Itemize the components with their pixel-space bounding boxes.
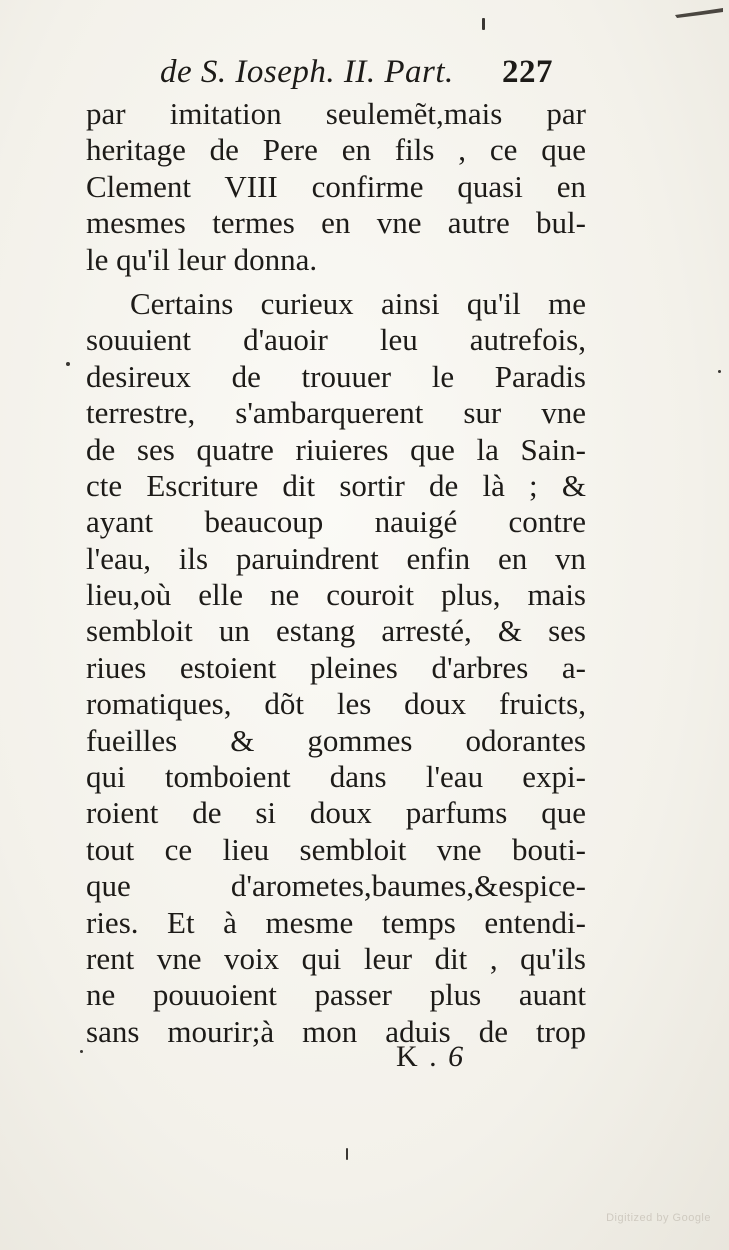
text-line: romatiques, dõt les doux fruicts, bbox=[86, 686, 586, 722]
text-line: mesmes termes en vne autre bul- bbox=[86, 205, 586, 241]
text-line: cte Escriture dit sortir de là ; & bbox=[86, 467, 586, 503]
text-line: tout ce lieu sembloit vne bouti- bbox=[86, 831, 586, 867]
text-line: que d'arometes,baumes,&espice- bbox=[86, 868, 586, 904]
text-line: heritage de Pere en fils , ce que bbox=[86, 132, 586, 168]
page-corner-mark bbox=[673, 6, 725, 20]
paragraph-gap bbox=[86, 278, 586, 286]
signature-number: 6 bbox=[448, 1040, 466, 1073]
ink-speck bbox=[482, 18, 485, 30]
ink-speck bbox=[718, 370, 721, 373]
text-line: desireux de trouuer le Paradis bbox=[86, 358, 586, 394]
text-line: par imitation seulemẽt,mais par bbox=[86, 96, 586, 131]
text-line: fueilles & gommes odorantes bbox=[86, 722, 586, 758]
ink-speck bbox=[346, 1148, 348, 1160]
signature-separator: . bbox=[429, 1040, 439, 1073]
text-line: le qu'il leur donna. bbox=[86, 241, 318, 277]
ink-speck bbox=[66, 362, 70, 366]
text-line: sans mourir;à mon aduis de trop bbox=[86, 1013, 586, 1049]
text-line: terrestre, s'ambarquerent sur vne bbox=[86, 395, 586, 431]
signature-mark bbox=[396, 1040, 465, 1074]
text-line: sembloit un estang arresté, & ses bbox=[86, 613, 586, 649]
running-head-title: de S. Ioseph. II. Part. bbox=[160, 54, 454, 90]
body-text bbox=[86, 96, 586, 1050]
text-line: riues estoient pleines d'arbres a- bbox=[86, 649, 586, 685]
text-line: Clement VIII confirme quasi en bbox=[86, 168, 586, 204]
text-line: lieu,où elle ne couroit plus, mais bbox=[86, 577, 586, 613]
text-line: ne pouuoient passer plus auant bbox=[86, 977, 586, 1013]
text-line: qui tomboient dans l'eau expi- bbox=[86, 759, 586, 795]
text-line: rent vne voix qui leur dit , qu'ils bbox=[86, 940, 586, 976]
paragraph-start-line: Certains curieux ainsi qu'il me bbox=[130, 285, 586, 321]
text-line: roient de si doux parfums que bbox=[86, 795, 586, 831]
text-line: ayant beaucoup nauigé contre bbox=[86, 504, 586, 540]
signature-letter: K bbox=[396, 1040, 420, 1073]
watermark: Digitized by Google bbox=[606, 1212, 711, 1224]
text-line: ries. Et à mesme temps entendi- bbox=[86, 904, 586, 940]
text-line: souuient d'auoir leu autrefois, bbox=[86, 322, 586, 358]
page-number: 227 bbox=[502, 54, 553, 90]
text-line: l'eau, ils paruindrent enfin en vn bbox=[86, 540, 586, 576]
text-line: de ses quatre riuieres que la Sain- bbox=[86, 431, 586, 467]
ink-speck bbox=[80, 1050, 83, 1053]
